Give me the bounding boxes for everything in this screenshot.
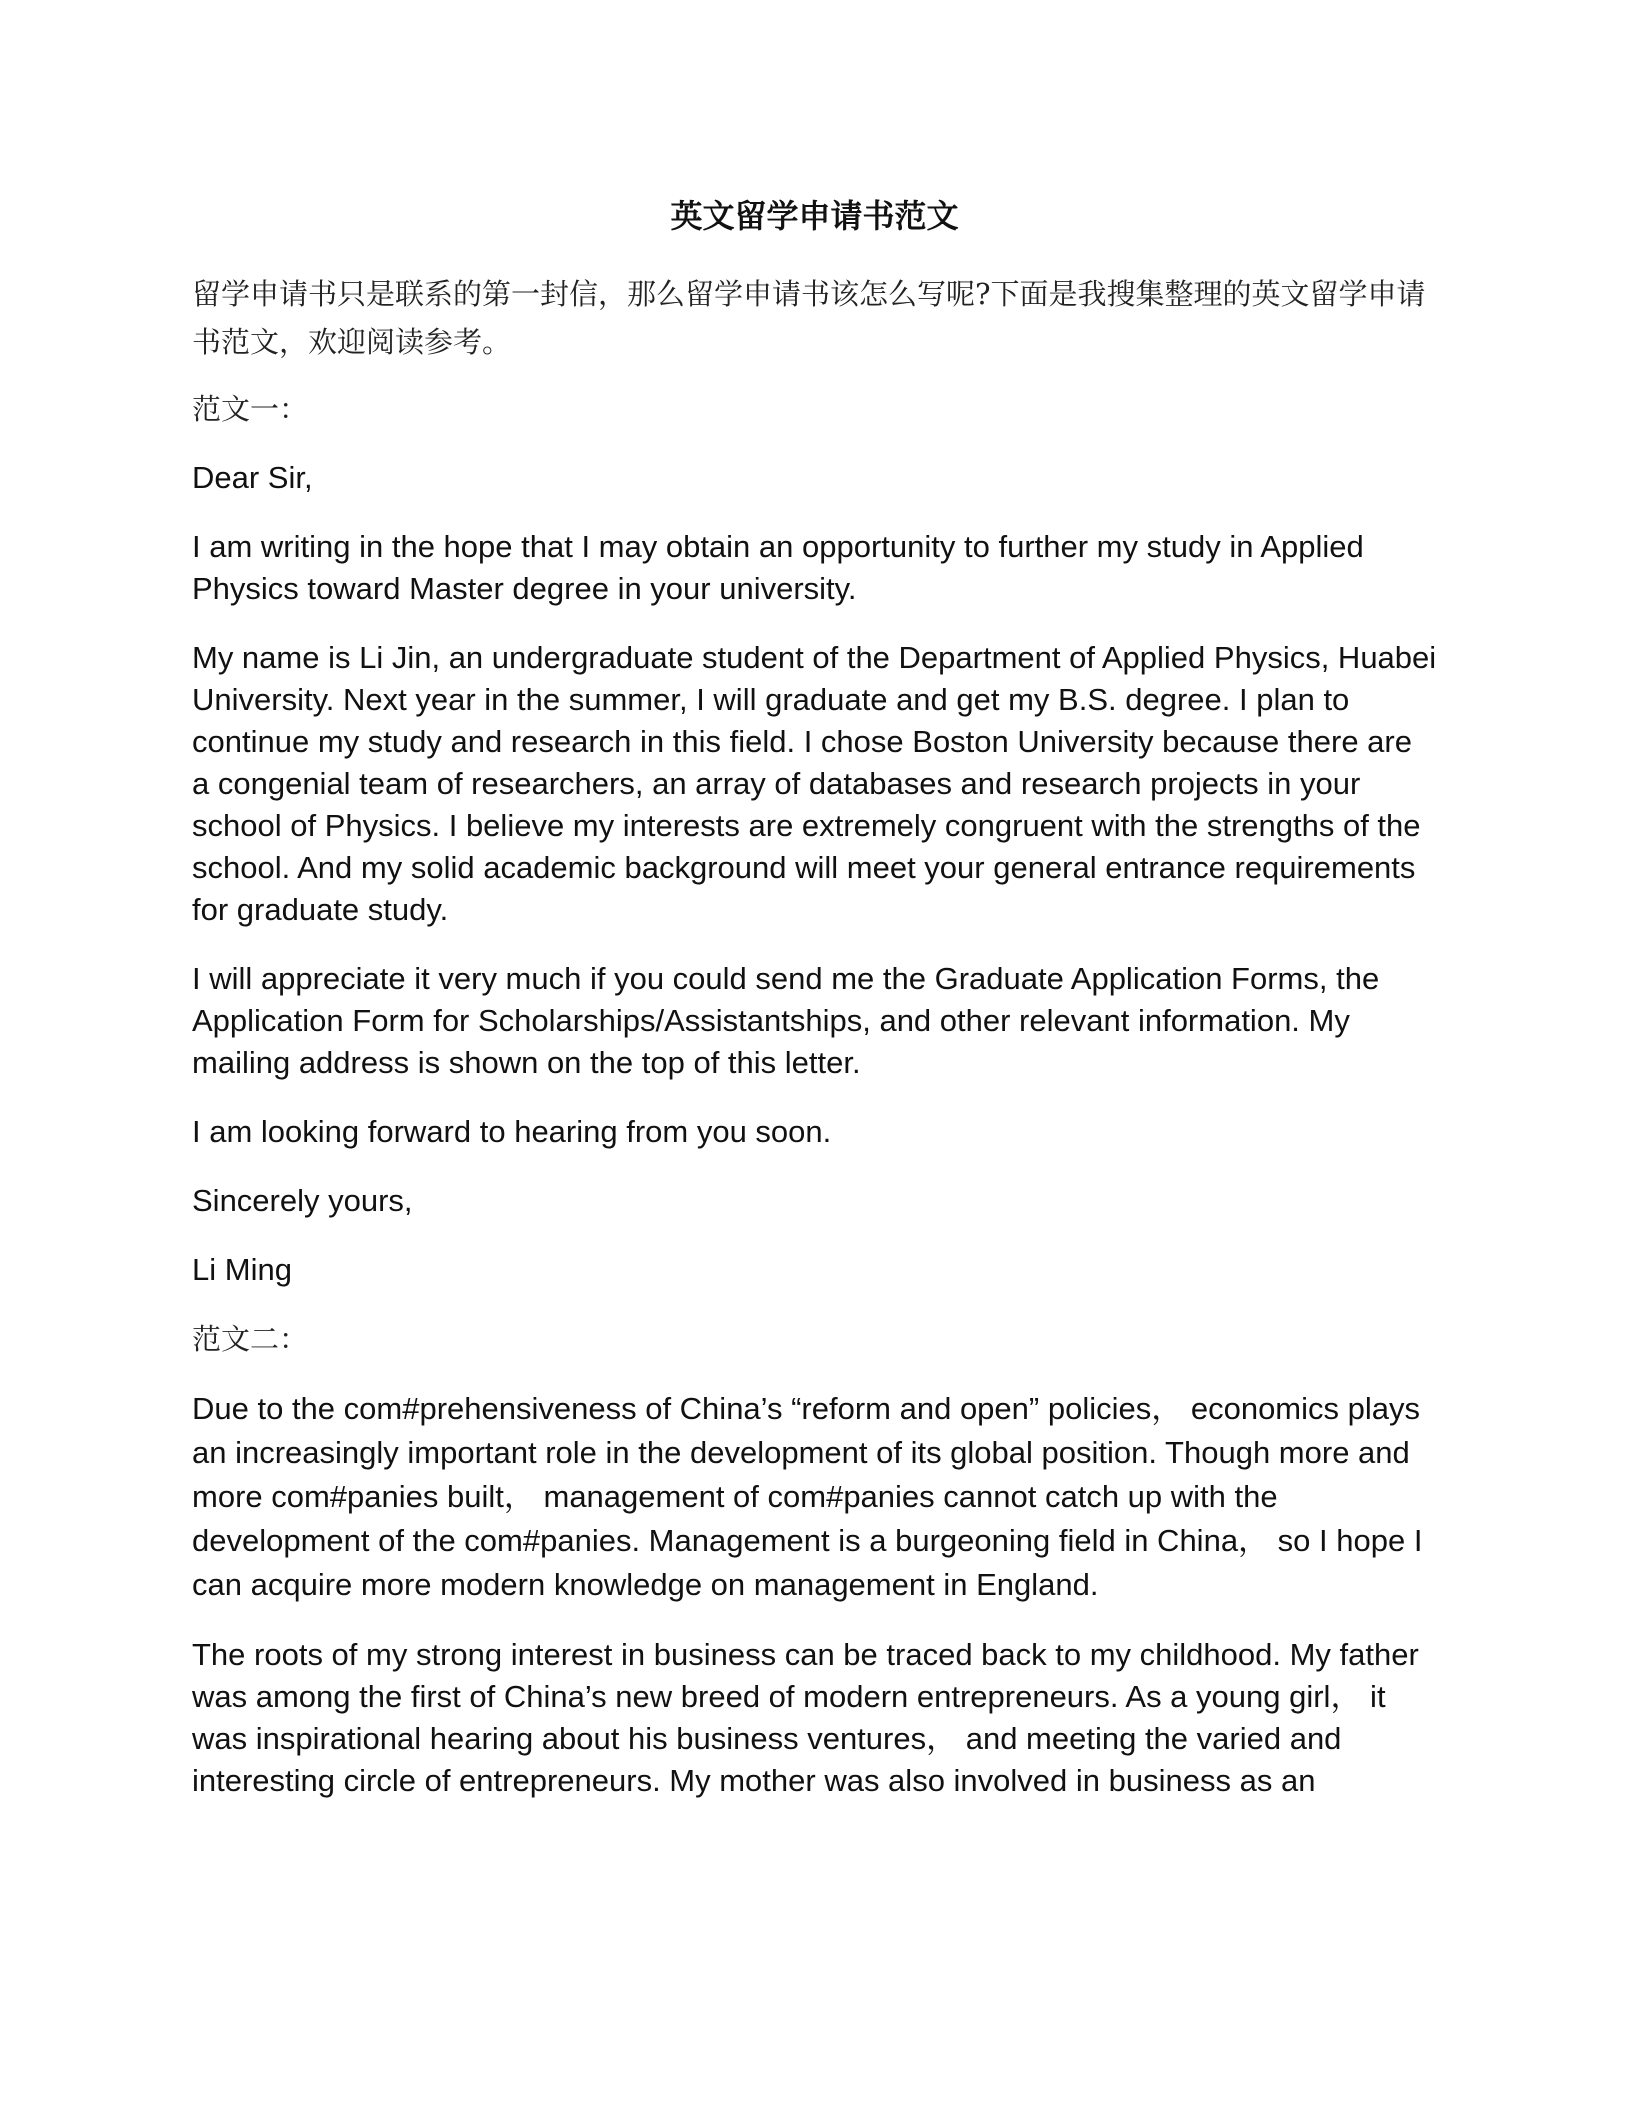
- intro-paragraph: 留学申请书只是联系的第一封信，那么留学申请书该怎么写呢?下面是我搜集整理的英文留学申请书范文，欢迎阅读参考。: [192, 277, 1426, 359]
- sample1-paragraph-1: I am writing in the hope that I may obtain an opportunity to further my study in Applied Physics toward Master degree in your university.: [192, 529, 1364, 606]
- signature: Li Ming: [192, 1252, 292, 1287]
- salutation: Dear Sir,: [192, 460, 313, 495]
- sample1-paragraph-3: I will appreciate it very much if you could send me the Graduate Application Forms, the Application Form for Scholarships/Assistantships, and other relevant information. My mailing address is shown on the top of this letter.: [192, 961, 1380, 1080]
- sample1-paragraph-2: My name is Li Jin, an undergraduate student of the Department of Applied Physics, Huabei University. Next year in the summer, I will graduate and get my B.S. degree. I plan to continue my study and research in this field. I chose Boston University because there are a congenial team of researchers, an array of databases and research projects in your school of Physics. I believe my interests are extremely congruent with the strengths of the school. And my solid academic background will meet your general entrance requirements for graduate study.: [192, 640, 1437, 927]
- sample2-paragraph-2: The roots of my strong interest in business can be traced back to my childhood. My father was among the first of China’s new breed of modern entrepreneurs. As a young girl， it was inspirational hearing about his business ventures， and meeting the varied and interesting circle of entrepreneurs. My mother was also involved in business as an: [192, 1637, 1419, 1798]
- sample2-paragraph-1: Due to the com#prehensiveness of China’s “reform and open” policies， economics plays an increasingly important role in the development of its global position. Though more and more com#panies built， management of com#panies cannot catch up with the development of the com#panies. Management is a burgeoning field in China， so I hope I can acquire more modern knowledge on management in England.: [192, 1391, 1423, 1602]
- sample1-paragraph-4: I am looking forward to hearing from you soon.: [192, 1114, 832, 1149]
- document-body: [192, 190, 1437, 1829]
- closing: Sincerely yours,: [192, 1183, 413, 1218]
- document-title: 英文留学申请书范文: [670, 197, 959, 235]
- sample1-label: 范文一：: [192, 392, 309, 426]
- sample2-label: 范文二：: [192, 1322, 309, 1356]
